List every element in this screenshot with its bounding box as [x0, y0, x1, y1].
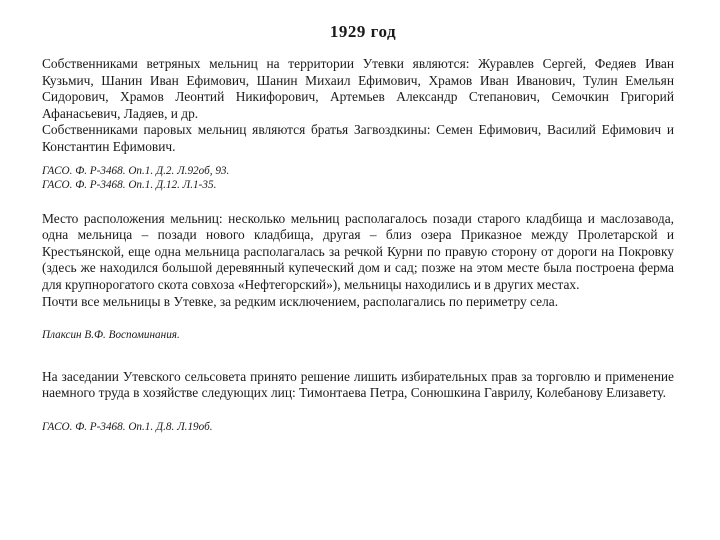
- mill-perimeter-paragraph: Почти все мельницы в Утевке, за редким исключением, располагались по периметру села.: [42, 293, 559, 309]
- archive-reference-1: ГАСО. Ф. Р-3468. Оп.1. Д.2. Л.92об, 93.: [42, 164, 230, 177]
- archive-reference-3: ГАСО. Ф. Р-3468. Оп.1. Д.8. Л.19об.: [42, 420, 213, 433]
- page-title: 1929 год: [329, 22, 397, 41]
- council-decision-paragraph: На заседании Утевского сельсовета принято решение лишить избирательных прав за торговлю и применение наемного труда в хозяйстве следующих лиц: Тимонтаева Петра, Сонюшкина Гаврилу, Колебанову Елизавету.: [42, 368, 674, 401]
- steam-mill-owners-paragraph: Собственниками паровых мельниц являются братья Загвоздкины: Семен Ефимович, Василий Ефимович и Константин Ефимович.: [42, 122, 674, 154]
- memoirs-reference: Плаксин В.Ф. Воспоминания.: [42, 329, 180, 342]
- mill-locations-paragraph: Место расположения мельниц: несколько мельниц располагалось позади старого кладбища и маслозавода, одна мельница – позади нового кладбища, другая – близ озера Приказное между Пролетарской и Крестьянской, еще одна мельница располагалась за речкой Курни по правую сторону от дороги на Покровку (здесь же находился большой деревянный купеческий дом и сад; позже на этом месте была построена ферма для крупнорогатого скота совхоза «Нефтегорский»), мельницы находились и в других местах.: [42, 210, 674, 292]
- archive-reference-2: ГАСО. Ф. Р-3468. Оп.1. Д.12. Л.1-35.: [42, 179, 217, 192]
- windmill-owners-paragraph: Собственниками ветряных мельниц на территории Утевки являются: Журавлев Сергей, Федяев Иван Кузьмич, Шанин Иван Ефимович, Шанин Михаил Ефимович, Храмов Иван Иванович, Тулин Емельян Сидорович, Храмов Леонтий Никифорович, Артемьев Александр Степанович, Семочкин Григорий Афанасьевич, Ладяев, и др.: [42, 56, 674, 121]
